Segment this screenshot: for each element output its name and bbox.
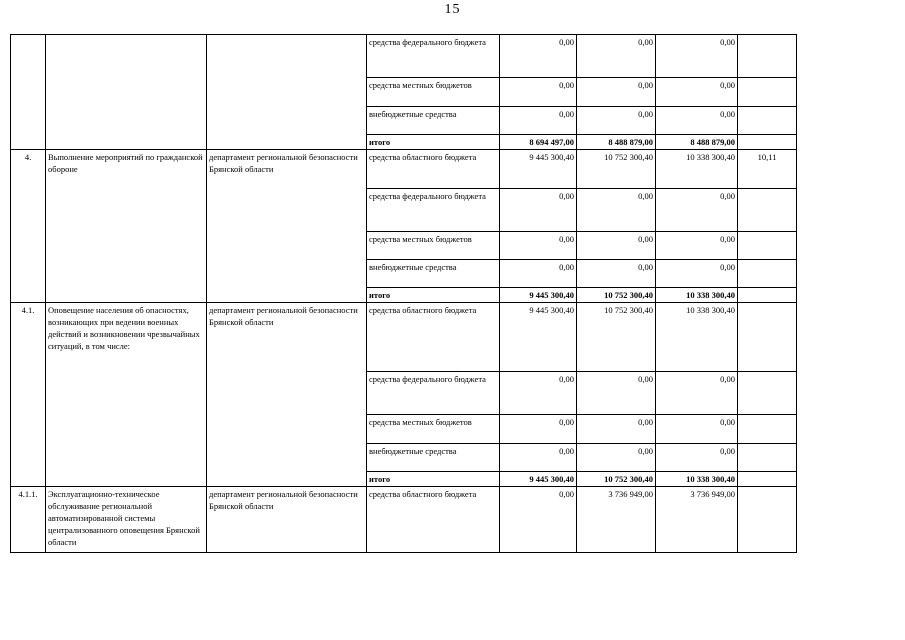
total-amount-cell: 9 445 300,40 [500, 288, 577, 303]
amount-cell: 0,00 [577, 35, 656, 78]
amount-cell: 0,00 [577, 232, 656, 260]
share-cell [738, 78, 797, 107]
source-label: внебюджетные средства [367, 107, 500, 135]
amount-cell: 0,00 [656, 189, 738, 232]
share-cell: 10,11 [738, 150, 797, 189]
source-label: средства областного бюджета [367, 303, 500, 372]
source-label: средства федерального бюджета [367, 189, 500, 232]
share-cell [738, 487, 797, 553]
source-label: средства местных бюджетов [367, 232, 500, 260]
amount-cell: 10 338 300,40 [656, 303, 738, 372]
item-executor-cell: департамент региональной безопасности Брянской области [207, 487, 367, 553]
amount-cell: 0,00 [500, 35, 577, 78]
source-label: средства областного бюджета [367, 487, 500, 553]
amount-cell: 3 736 949,00 [656, 487, 738, 553]
total-amount-cell: 8 488 879,00 [656, 135, 738, 150]
table-row [11, 487, 797, 553]
item-number-cell [11, 35, 46, 150]
total-amount-cell: 10 338 300,40 [656, 288, 738, 303]
amount-cell: 0,00 [577, 78, 656, 107]
total-amount-cell: 10 752 300,40 [577, 288, 656, 303]
amount-cell: 0,00 [500, 372, 577, 415]
source-label: средства федерального бюджета [367, 35, 500, 78]
amount-cell: 10 752 300,40 [577, 150, 656, 189]
share-cell [738, 288, 797, 303]
amount-cell: 0,00 [500, 189, 577, 232]
share-cell [738, 232, 797, 260]
item-executor-cell: департамент региональной безопасности Брянской области [207, 303, 367, 487]
share-cell [738, 35, 797, 78]
item-number-cell: 4.1. [11, 303, 46, 487]
amount-cell: 0,00 [500, 444, 577, 472]
amount-cell: 10 752 300,40 [577, 303, 656, 372]
share-cell [738, 135, 797, 150]
amount-cell: 0,00 [500, 107, 577, 135]
total-amount-cell: 8 694 497,00 [500, 135, 577, 150]
amount-cell: 0,00 [500, 78, 577, 107]
item-number-cell: 4.1.1. [11, 487, 46, 553]
share-cell [738, 303, 797, 372]
item-number-cell: 4. [11, 150, 46, 303]
page-number: 15 [444, 2, 461, 17]
amount-cell: 0,00 [656, 232, 738, 260]
total-amount-cell: 9 445 300,40 [500, 472, 577, 487]
total-amount-cell: 8 488 879,00 [577, 135, 656, 150]
budget-table [10, 34, 797, 553]
total-label: итого [367, 288, 500, 303]
amount-cell: 0,00 [656, 260, 738, 288]
amount-cell: 0,00 [656, 35, 738, 78]
amount-cell: 0,00 [577, 189, 656, 232]
amount-cell: 0,00 [577, 444, 656, 472]
table-row [11, 303, 797, 372]
amount-cell: 0,00 [656, 444, 738, 472]
amount-cell: 0,00 [656, 107, 738, 135]
amount-cell: 10 338 300,40 [656, 150, 738, 189]
share-cell [738, 415, 797, 444]
source-label: внебюджетные средства [367, 260, 500, 288]
total-label: итого [367, 135, 500, 150]
source-label: внебюджетные средства [367, 444, 500, 472]
share-cell [738, 189, 797, 232]
share-cell [738, 444, 797, 472]
table-row [11, 35, 797, 78]
item-name-cell: Оповещение населения об опасностях, возникающих при ведении военных действий и возникновении чрезвычайных ситуаций, в том числе: [46, 303, 207, 487]
share-cell [738, 260, 797, 288]
item-executor-cell: департамент региональной безопасности Брянской области [207, 150, 367, 303]
source-label: средства федерального бюджета [367, 372, 500, 415]
amount-cell: 0,00 [500, 415, 577, 444]
source-label: средства местных бюджетов [367, 415, 500, 444]
amount-cell: 0,00 [656, 415, 738, 444]
item-executor-cell [207, 35, 367, 150]
total-amount-cell: 10 338 300,40 [656, 472, 738, 487]
amount-cell: 9 445 300,40 [500, 303, 577, 372]
share-cell [738, 472, 797, 487]
amount-cell: 0,00 [500, 232, 577, 260]
amount-cell: 0,00 [656, 78, 738, 107]
amount-cell: 0,00 [500, 487, 577, 553]
source-label: средства местных бюджетов [367, 78, 500, 107]
item-name-cell [46, 35, 207, 150]
source-label: средства областного бюджета [367, 150, 500, 189]
amount-cell: 3 736 949,00 [577, 487, 656, 553]
table-row [11, 150, 797, 189]
item-name-cell: Выполнение мероприятий по гражданской обороне [46, 150, 207, 303]
amount-cell: 0,00 [577, 415, 656, 444]
amount-cell: 9 445 300,40 [500, 150, 577, 189]
total-amount-cell: 10 752 300,40 [577, 472, 656, 487]
total-label: итого [367, 472, 500, 487]
amount-cell: 0,00 [577, 107, 656, 135]
amount-cell: 0,00 [500, 260, 577, 288]
share-cell [738, 107, 797, 135]
item-name-cell: Эксплуатационно-техническое обслуживание региональной автоматизированной системы централизованного оповещения Брянской области [46, 487, 207, 553]
amount-cell: 0,00 [577, 372, 656, 415]
amount-cell: 0,00 [577, 260, 656, 288]
amount-cell: 0,00 [656, 372, 738, 415]
share-cell [738, 372, 797, 415]
